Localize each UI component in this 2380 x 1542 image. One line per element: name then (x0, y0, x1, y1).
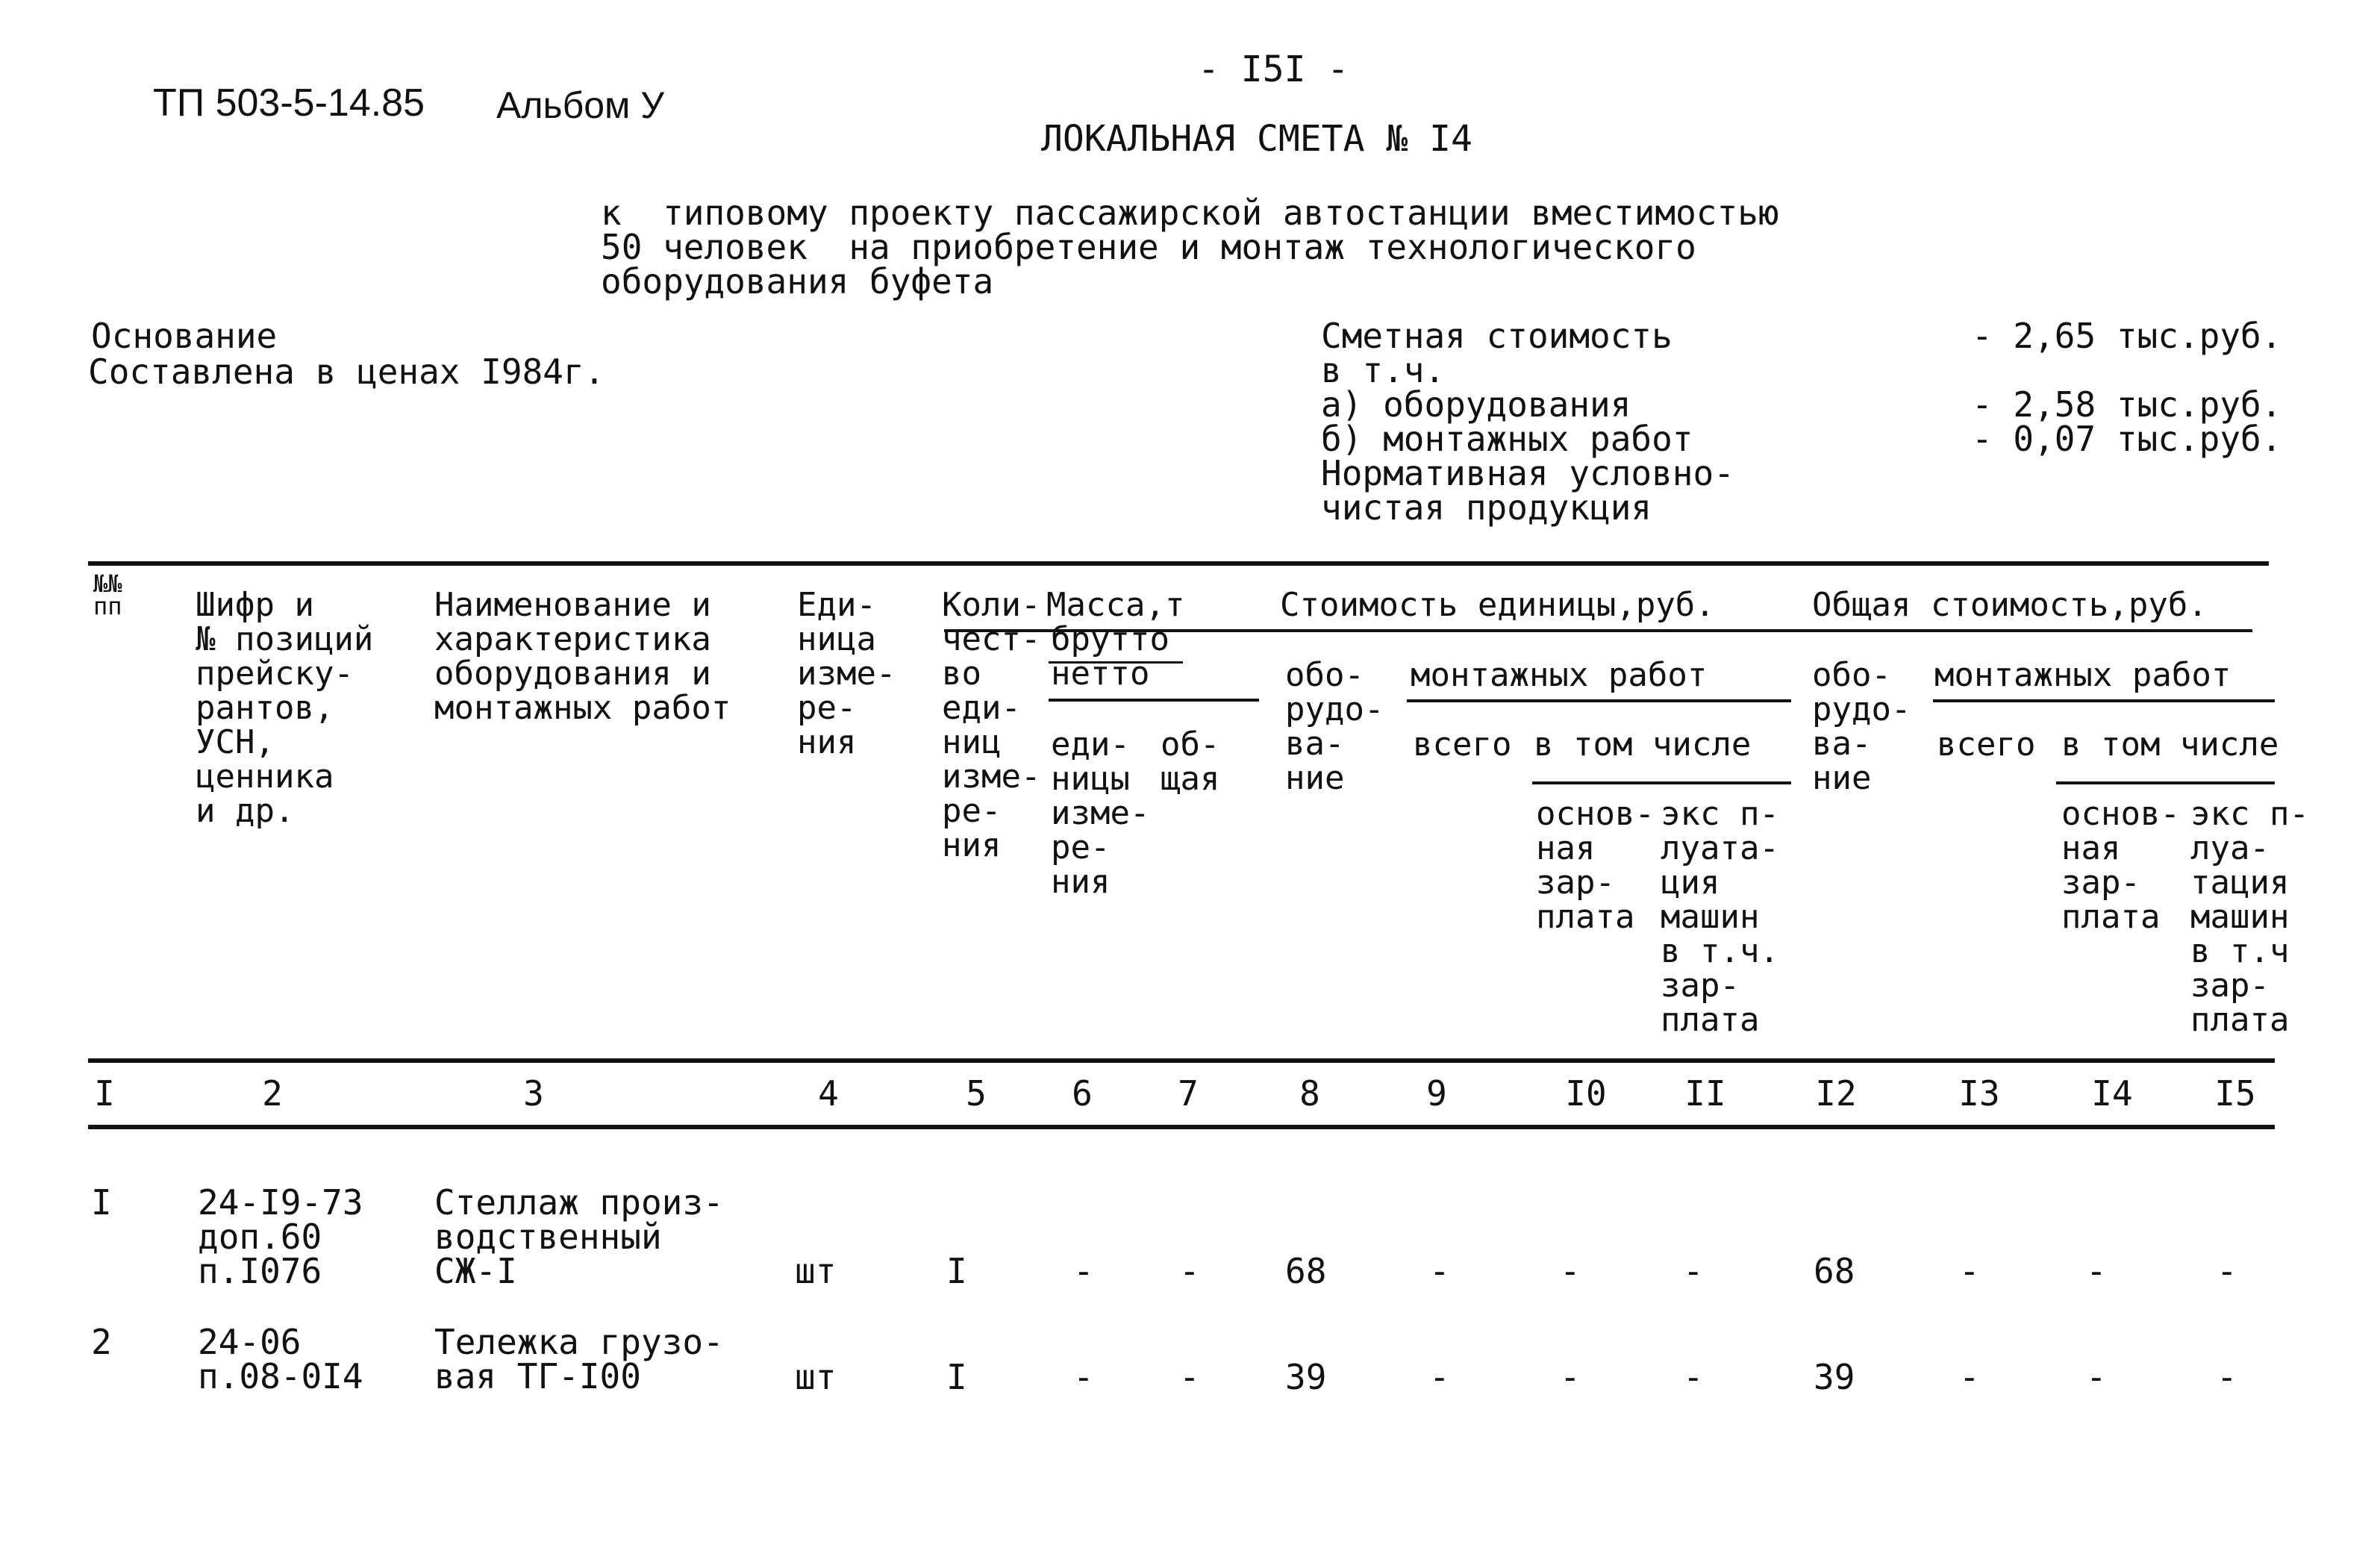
header-col-unit: Еди- ница изме- ре- ния (797, 586, 896, 761)
header-total-incl: в том числе (2061, 725, 2279, 764)
column-number: 5 (966, 1073, 987, 1114)
column-number: I0 (1565, 1073, 1607, 1114)
header-unit-cost-group: Стоимость единицы,руб. (1280, 586, 1715, 624)
installation-cost-value: - 0,07 тыс.руб. (1972, 419, 2282, 459)
row-unit-machines: - (1683, 1251, 1704, 1291)
header-col-total-install-total: всего (1937, 725, 2036, 764)
column-number: 3 (523, 1073, 544, 1114)
header-unit-install-group: монтажных работ (1411, 656, 1708, 694)
column-number: 6 (1072, 1073, 1093, 1114)
row-total-install: - (1959, 1251, 1980, 1291)
cost-labels: Сметная стоимость в т.ч. а) оборудования б) монтажных работ Нормативная условно- чистая продукция (1321, 316, 1734, 528)
row-number: 2 (91, 1322, 112, 1362)
header-total-cost-group: Общая стоимость,руб. (1812, 586, 2208, 624)
header-mass-group: Масса,т (1046, 586, 1185, 624)
row-unit: шт (795, 1357, 837, 1397)
row-unit-equipment: 68 (1285, 1251, 1327, 1291)
row-qty: I (946, 1357, 967, 1397)
column-number: I4 (2091, 1073, 2133, 1114)
basis-label: Основание (91, 316, 278, 356)
row-total-install: - (1959, 1357, 1980, 1397)
page-number: - I5I - (1198, 49, 1349, 90)
row-total-equipment: 68 (1814, 1251, 1855, 1291)
row-unit-install-total: - (1429, 1251, 1450, 1291)
column-number: 2 (262, 1073, 283, 1114)
row-unit: шт (795, 1251, 837, 1291)
column-number: II (1684, 1073, 1726, 1114)
row-code: 24-06 п.08-0I4 (198, 1322, 363, 1396)
equipment-cost-value: - 2,58 тыс.руб. (1972, 384, 2282, 425)
column-number: 7 (1178, 1073, 1199, 1114)
row-mass-unit: - (1073, 1357, 1094, 1397)
header-col-total-machines: экс п- луа- тация машин в т.ч зар- плата (2190, 795, 2309, 1039)
header-col-unit-install-total: всего (1413, 725, 1512, 764)
numbers-bottom-rule (88, 1125, 2275, 1129)
document-code: ТП 503-5-14.85 (153, 81, 425, 125)
row-number: I (91, 1182, 112, 1223)
header-unit-incl: в том числе (1534, 725, 1752, 764)
header-col-unit-wage: основ- ная зар- плата (1536, 795, 1655, 936)
row-total-equipment: 39 (1814, 1357, 1855, 1397)
column-number: 8 (1299, 1073, 1320, 1114)
header-col-unit-equipment: обо- рудо- ва- ние (1285, 656, 1384, 797)
total-install-rule (1933, 699, 2275, 702)
header-col-name: Наименование и характеристика оборудования и монтажных работ (434, 586, 731, 727)
unit-incl-rule (1532, 781, 1791, 784)
table-top-rule (88, 561, 2269, 566)
column-number: 4 (818, 1073, 839, 1114)
header-col-mass-unit: еди- ницы изме- ре- ния (1051, 725, 1150, 901)
row-qty: I (946, 1251, 967, 1291)
total-cost-value: - 2,65 тыс.руб. (1972, 316, 2282, 356)
header-col-total-wage: основ- ная зар- плата (2061, 795, 2180, 936)
row-name: Тележка грузо- вая ТГ-I00 (434, 1322, 724, 1396)
header-total-install-group: монтажных работ (1934, 656, 2231, 694)
header-bottom-rule (88, 1058, 2275, 1063)
column-number: I2 (1815, 1073, 1857, 1114)
column-number: I (94, 1073, 115, 1114)
row-total-wage: - (2086, 1357, 2107, 1397)
row-mass-total: - (1179, 1251, 1200, 1291)
row-mass-unit: - (1073, 1251, 1094, 1291)
album-label: Альбом У (496, 84, 665, 126)
row-mass-total: - (1179, 1357, 1200, 1397)
row-code: 24-I9-73 доп.60 п.I076 (198, 1182, 363, 1291)
estimate-title: ЛОКАЛЬНАЯ СМЕТА № I4 (1041, 118, 1472, 160)
row-unit-equipment: 39 (1285, 1357, 1327, 1397)
row-name: Стеллаж произ- водственный СЖ-I (434, 1182, 724, 1291)
header-col-mass-total: об- щая (1161, 725, 1220, 798)
header-col-total-equipment: обо- рудо- ва- ние (1812, 656, 1911, 797)
estimate-subtitle: к типовому проекту пассажирской автостанции вместимостью 50 человек на приобретение и монтаж технологического оборудования буфета (601, 193, 1779, 302)
column-number: 9 (1426, 1073, 1447, 1114)
row-unit-wage: - (1560, 1357, 1581, 1397)
header-col-number: №№ пп (93, 569, 122, 620)
row-total-wage: - (2086, 1251, 2107, 1291)
unit-install-rule (1407, 699, 1791, 702)
column-number: I5 (2214, 1073, 2256, 1114)
header-col-code: Шифр и № позиций прейску- рантов, УСН, ценника и др. (196, 586, 374, 830)
header-col-qty: Коли- чест- во еди- ниц изме- ре- ния (942, 586, 1041, 864)
column-number: I3 (1958, 1073, 2000, 1114)
row-unit-wage: - (1560, 1251, 1581, 1291)
header-gross-net: брутто нетто (1051, 620, 1169, 693)
prices-note: Составлена в ценах I984г. (88, 352, 605, 392)
total-incl-rule (2056, 781, 2275, 784)
mass-split-rule (1049, 699, 1259, 702)
row-total-machines: - (2217, 1357, 2237, 1397)
header-col-unit-machines: экс п- луата- ция машин в т.ч. зар- плата (1661, 795, 1779, 1039)
row-unit-machines: - (1683, 1357, 1704, 1397)
row-total-machines: - (2217, 1251, 2237, 1291)
row-unit-install-total: - (1429, 1357, 1450, 1397)
